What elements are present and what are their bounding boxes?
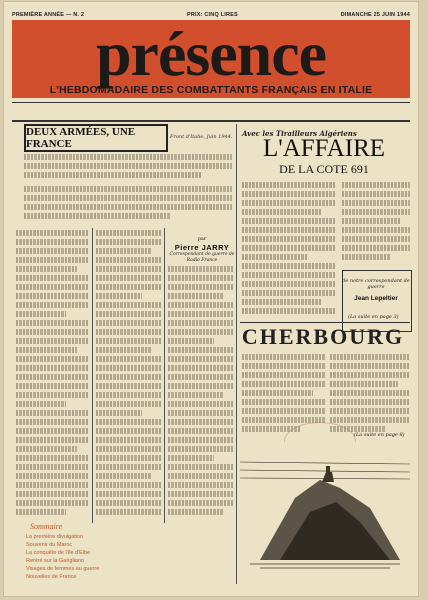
- column-rule: [164, 228, 165, 523]
- sommaire-item: La conquête de l'île d'Elbe: [26, 550, 91, 556]
- price: PRIX: CINQ LIRES: [186, 12, 238, 18]
- newspaper-page: [4, 2, 418, 596]
- correspondent-label: de notre correspondant de guerre: [342, 278, 410, 290]
- masthead-subtitle: L'HEBDOMADAIRE DES COMBATTANTS FRANÇAIS EN ITALIE: [49, 84, 373, 96]
- byline-role: Correspondant de guerre de Radio France: [169, 252, 235, 263]
- sommaire-item: Nouvelles de France: [26, 574, 77, 580]
- feature-column: [242, 182, 336, 318]
- correspondent-name: Jean Lepeltier: [354, 295, 398, 302]
- article-column: [96, 230, 162, 520]
- article-column: [168, 266, 234, 520]
- editorial-dateline: Front d'Italie, Juin 1944.: [170, 134, 233, 140]
- sommaire-item: Rentré sur la Garigliano: [26, 558, 85, 564]
- feature-subtitle: DE LA COTE 691: [279, 162, 369, 176]
- editorial-lead: [24, 154, 232, 184]
- feature-continued: (La suite en page 3): [348, 314, 399, 320]
- byline-prefix: par: [197, 236, 207, 242]
- divider: [240, 322, 410, 323]
- cherbourg-continued: (La suite en page 8): [354, 432, 405, 438]
- editorial-lead: [24, 186, 232, 222]
- column-rule: [92, 228, 93, 523]
- divider: [12, 102, 410, 103]
- column-rule: [236, 124, 237, 584]
- sommaire-item: Visages de femmes au guerre: [26, 566, 100, 572]
- issue-number: PREMIÈRE ANNÉE — N. 2: [12, 12, 85, 18]
- cherbourg-illustration: [240, 442, 410, 572]
- byline-name: Pierre JARRY: [174, 243, 230, 252]
- divider: [12, 120, 410, 122]
- editorial-title: DEUX ARMÉES, UNE FRANCE: [24, 124, 168, 152]
- sommaire-title: Sommaire: [30, 522, 63, 531]
- sommaire-item: La première divulgation: [26, 534, 84, 540]
- cherbourg-title: CHERBOURG: [241, 324, 405, 349]
- masthead-title: présence: [95, 18, 327, 89]
- sommaire-item: Souvenir du Maroc: [26, 542, 73, 548]
- masthead: [12, 20, 410, 98]
- issue-date: DIMANCHE 25 JUIN 1944: [340, 12, 410, 18]
- feature-title: L'AFFAIRE: [262, 135, 386, 162]
- article-column: [16, 230, 88, 520]
- feature-column: [342, 182, 410, 266]
- feature-kicker: Avec les Tirailleurs Algériens: [242, 129, 357, 138]
